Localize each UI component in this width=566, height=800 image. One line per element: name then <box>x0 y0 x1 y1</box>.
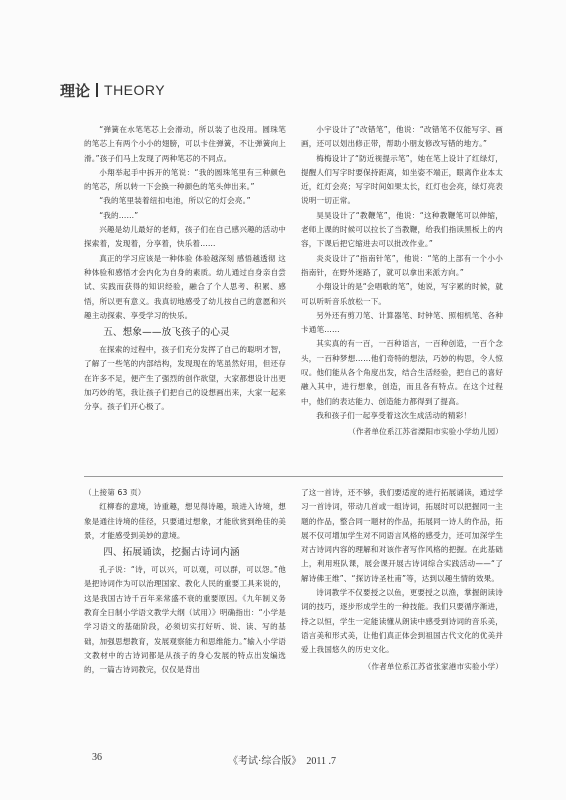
paragraph: 红柳春的意境，诗重趣，想见得诗趣，琅进入诗境，想象是通往诗境的佳径，只要通过想象，才能欣赏到绝佳的美景，才能感受到美妙的意境。 <box>84 502 286 540</box>
paragraph: “我的笔里装着纽扣电池，所以它的灯会亮。” <box>99 196 251 206</box>
paragraph: 另外还有剪刀笔、计算器笔、时钟笔、照相机笔、各种卡通笔…… <box>301 310 503 335</box>
author-affiliation: （作者单位系江苏省张家港市实验小学） <box>363 661 503 671</box>
section-header <box>60 80 165 100</box>
paragraph: 小翔设计的是“会唱歌的笔”，她说，写字累的时候，就可以听听音乐放松一下。 <box>301 282 503 306</box>
paragraph: 其实真的有一百，一百种语言，一百种创造，一百个念头，一百种梦想……他们奇特的想法，巧妙的构思，令人惊叹。他们能从各个角度出发，结合生活经验，把自己的喜好融入其中，进行想象，创造，而且各有特点。在这个过程中，他们的表达能力、创造能力都得到了提高。 <box>301 339 503 406</box>
header-divider <box>96 83 98 97</box>
paragraph: 真正的学习应该是一种体验 体验越深刻 感悟越透彻 这种体验和感悟才会内化为自身的素质。幼儿通过自身亲自尝试、实践而获得的知识经验，融合了个人思考、积累、感悟，所以更有意义。我真切地感受了幼儿按自己的意愿和兴趣主动探索、享受学习的快乐。 <box>84 253 286 320</box>
paragraph: 小翔举起手中拆开的笔说：“我的圆珠笔里有三种颜色的笔芯，所以转一下会换一种颜色的笔头伸出来。” <box>84 167 286 192</box>
paragraph: 兴趣是幼儿最好的老师，孩子们在自己感兴趣的活动中探索着，发现着，分享着，快乐着…… <box>84 225 286 249</box>
article1-column-right <box>301 123 503 440</box>
section-title-cn: 理论 <box>60 82 91 100</box>
paragraph: 在探索的过程中，孩子们充分发挥了自己的聪明才智，了解了一些笔的内部结构，发现现在的笔虽然好用，但还存在许多不足，便产生了强烈的创作欲望，大家都想设计出更加巧妙的笔，我让孩子们把自己的设想画出来，大家一起来分享。孩子们开心极了。 <box>84 345 286 412</box>
page-number: 36 <box>92 752 102 763</box>
paragraph: 昊昊设计了“教鞭笔”，他说：“这种教鞭笔可以伸缩，老师上课的时候可以拉长了当教鞭，给我们指读黑板上的内容，下课后把它缩进去可以批改作业。” <box>301 210 503 249</box>
author-affiliation: （作者单位系江苏省溧阳市实验小学幼儿园） <box>348 427 503 437</box>
article2-column-left <box>84 486 286 678</box>
paragraph: 炎炎设计了“指南针笔”，他说：“笔的上部有一个小小指南针，在野外迷路了，就可以拿出来派方向。” <box>301 253 503 277</box>
section-heading: 五、想象——放飞孩子的心灵 <box>103 327 230 339</box>
section-title-en: THEORY <box>104 82 166 98</box>
paragraph: 孔子说：“诗，可以兴，可以观，可以群，可以怨。”他是把诗词作为可以治理国家、教化人民的重要工具来说的，这是我国古诗千百年来常盛不衰的重要原因。《九年制义务教育全日制小学语文教学大纲（试用）》明确指出：“小学是学习语文的基础阶段，必须切实打好听、说、读、写的基础，加强思想教育，发展观察能力和思维能力。”输入小学语文教材中的古诗词都是从孩子的身心发展的特点出发编选的，一篇古诗词教完，仅仅是背出 <box>84 565 286 675</box>
journal-issue: 《考试·综合版》 2011 .7 <box>228 756 336 767</box>
article-divider <box>84 476 503 477</box>
continuation-note: （上接第 63 页） <box>84 488 146 497</box>
paragraph: “弹簧在水笔笔芯上会滑动，所以装了也没用。圆珠笔的笔芯上有两个小小的翅膀，可以卡住弹簧，不让弹簧向上滑。”孩子们马上发现了两种笔芯的不同点。 <box>84 125 286 163</box>
paragraph: 我和孩子们一起享受着这次生成活动的精彩！ <box>316 410 472 420</box>
article2-column-right <box>301 486 503 674</box>
paragraph: 小宇设计了“改错笔”，他说：“改错笔不仅能写字、画画，还可以划出修正带，帮助小朋友修改写错的地方。” <box>301 125 503 149</box>
paragraph: 了这一首诗，还不够，我们要适度的进行拓展诵读，通过学习一首诗词，带动几首或一组诗词，拓展时可以把握同一主题的作品，整合同一题材的作品，拓展同一诗人的作品，拓展不仅可增加学生对不同语言风格的感受力，还可加深学生对古诗词内容的理解和对该作者写作风格的把握。在此基础上，利用班队课，展会课开展古诗词综合实践活动——“了解诗佛王维”、“探访诗圣杜甫”等，达到以趣生情的效果。 <box>301 488 503 583</box>
paragraph: 诗词教学不仅要授之以鱼，更要授之以渔，掌握朗读诗词的技巧，逐步形成学生的一种技能。我们只要循序渐进，持之以恒，学生一定能读懂从朗读中感受到诗词的音乐美，语言美和形式美，让他们真正体会到祖国古代文化的优美并爱上我国悠久的历史文化。 <box>301 588 503 655</box>
paragraph: “我的……” <box>99 210 139 220</box>
article1-column-left <box>84 123 286 415</box>
section-heading: 四、拓展诵读，挖掘古诗词内涵 <box>103 547 240 559</box>
paragraph: 梅梅设计了“防近视提示笔”，她在笔上设计了红绿灯，提醒人们写字时要保持距离，如坐姿不端正，眼离作业本太近，红灯会亮；写字时间如果太长，红灯也会亮，绿灯亮表说明一切正常。 <box>301 153 503 206</box>
